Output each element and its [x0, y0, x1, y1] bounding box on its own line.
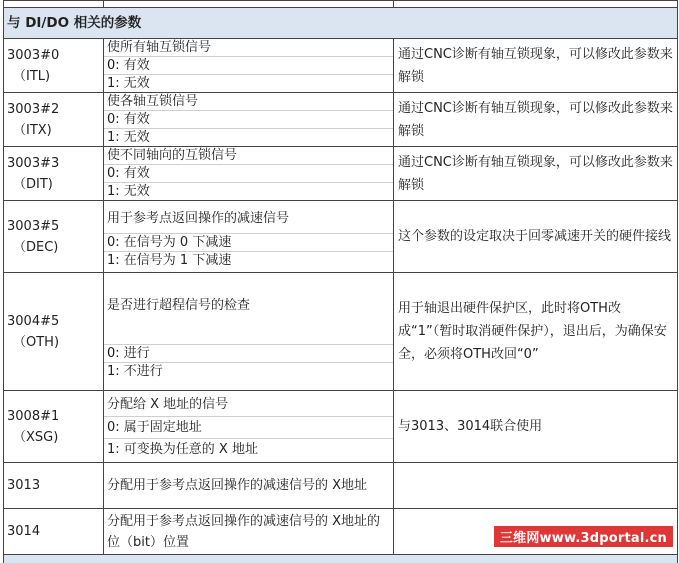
option-text: 0: 属于固定地址	[104, 416, 393, 438]
remark-cell: 这个参数的设定取决于回零减速开关的硬件接线	[394, 201, 678, 273]
option-text: 1: 可变换为任意的 X 地址	[104, 438, 393, 460]
option-text: 1: 在信号为 1 下减速	[104, 251, 393, 269]
description-cell	[104, 391, 394, 463]
param-cell	[4, 391, 104, 463]
option-text: 0: 有效	[104, 164, 393, 182]
description-title: 是否进行超程信号的检查	[107, 283, 390, 344]
param-cell	[4, 201, 104, 273]
table-row	[4, 391, 678, 463]
option-text: 0: 有效	[104, 56, 393, 74]
param-abbr: （DEC)	[7, 237, 100, 258]
param-abbr: （ITX)	[7, 120, 100, 141]
table-top-strip	[4, 1, 678, 8]
description-cell	[104, 39, 394, 93]
parameter-table	[3, 0, 678, 563]
remark-cell: 通过CNC诊断有轴互锁现象，可以修改此参数来解锁	[394, 39, 678, 93]
option-text: 1: 无效	[104, 182, 393, 200]
option-text: 1: 无效	[104, 74, 393, 92]
description-cell	[104, 93, 394, 147]
description-title: 使所有轴互锁信号	[107, 39, 390, 56]
table-row	[4, 273, 678, 391]
description-title: 使各轴互锁信号	[107, 93, 390, 110]
remark-cell: 与3013、3014联合使用	[394, 391, 678, 463]
description-cell	[104, 147, 394, 201]
section-title: 与 DI/DO 相关的参数	[4, 8, 678, 39]
param-cell	[4, 93, 104, 147]
param-code: 3008#1	[7, 406, 100, 427]
param-code: 3003#5	[7, 216, 100, 237]
remark-cell	[394, 463, 678, 509]
table-row	[4, 147, 678, 201]
description-cell: 分配用于参考点返回操作的减速信号的 X地址的位（bit）位置	[104, 509, 394, 555]
table-row	[4, 93, 678, 147]
param-cell	[4, 463, 104, 509]
table-row	[4, 463, 678, 509]
param-abbr: （DIT)	[7, 174, 100, 195]
option-text: 0: 进行	[104, 344, 393, 362]
option-text: 0: 有效	[104, 110, 393, 128]
param-cell	[4, 509, 104, 555]
option-text: 1: 无效	[104, 128, 393, 146]
param-code: 3004#5	[7, 311, 100, 332]
param-cell	[4, 39, 104, 93]
table-row	[4, 39, 678, 93]
param-cell	[4, 147, 104, 201]
param-code: 3003#2	[7, 99, 100, 120]
param-cell	[4, 273, 104, 391]
description-cell: 分配用于参考点返回操作的减速信号的 X地址	[104, 463, 394, 509]
description-cell	[104, 201, 394, 273]
description-title: 用于参考点返回操作的减速信号	[107, 204, 390, 233]
param-code: 3003#3	[7, 153, 100, 174]
description-title: 使不同轴向的互锁信号	[107, 147, 390, 164]
remark-cell: 用于轴退出硬件保护区，此时将OTH改成“1”（暂时取消硬件保护），退出后，为确保安全，必须将OTH改回“0”	[394, 273, 678, 391]
watermark: 三维网www.3dportal.cn	[494, 526, 673, 547]
description-cell	[104, 273, 394, 391]
table-row	[4, 201, 678, 273]
param-abbr: （XSG)	[7, 427, 100, 448]
param-abbr: （ITL)	[7, 66, 100, 87]
section-header-row	[4, 8, 678, 39]
option-text: 1: 不进行	[104, 362, 393, 380]
description-title: 分配给 X 地址的信号	[107, 394, 390, 416]
param-code: 3014	[7, 521, 100, 542]
remark-cell: 通过CNC诊断有轴互锁现象，可以修改此参数来解锁	[394, 93, 678, 147]
remark-cell: 通过CNC诊断有轴互锁现象，可以修改此参数来解锁	[394, 147, 678, 201]
param-code: 3013	[7, 475, 100, 496]
param-code: 3003#0	[7, 45, 100, 66]
option-text: 0: 在信号为 0 下减速	[104, 233, 393, 251]
table-footer-strip	[4, 555, 678, 563]
param-abbr: （OTH)	[7, 332, 100, 353]
